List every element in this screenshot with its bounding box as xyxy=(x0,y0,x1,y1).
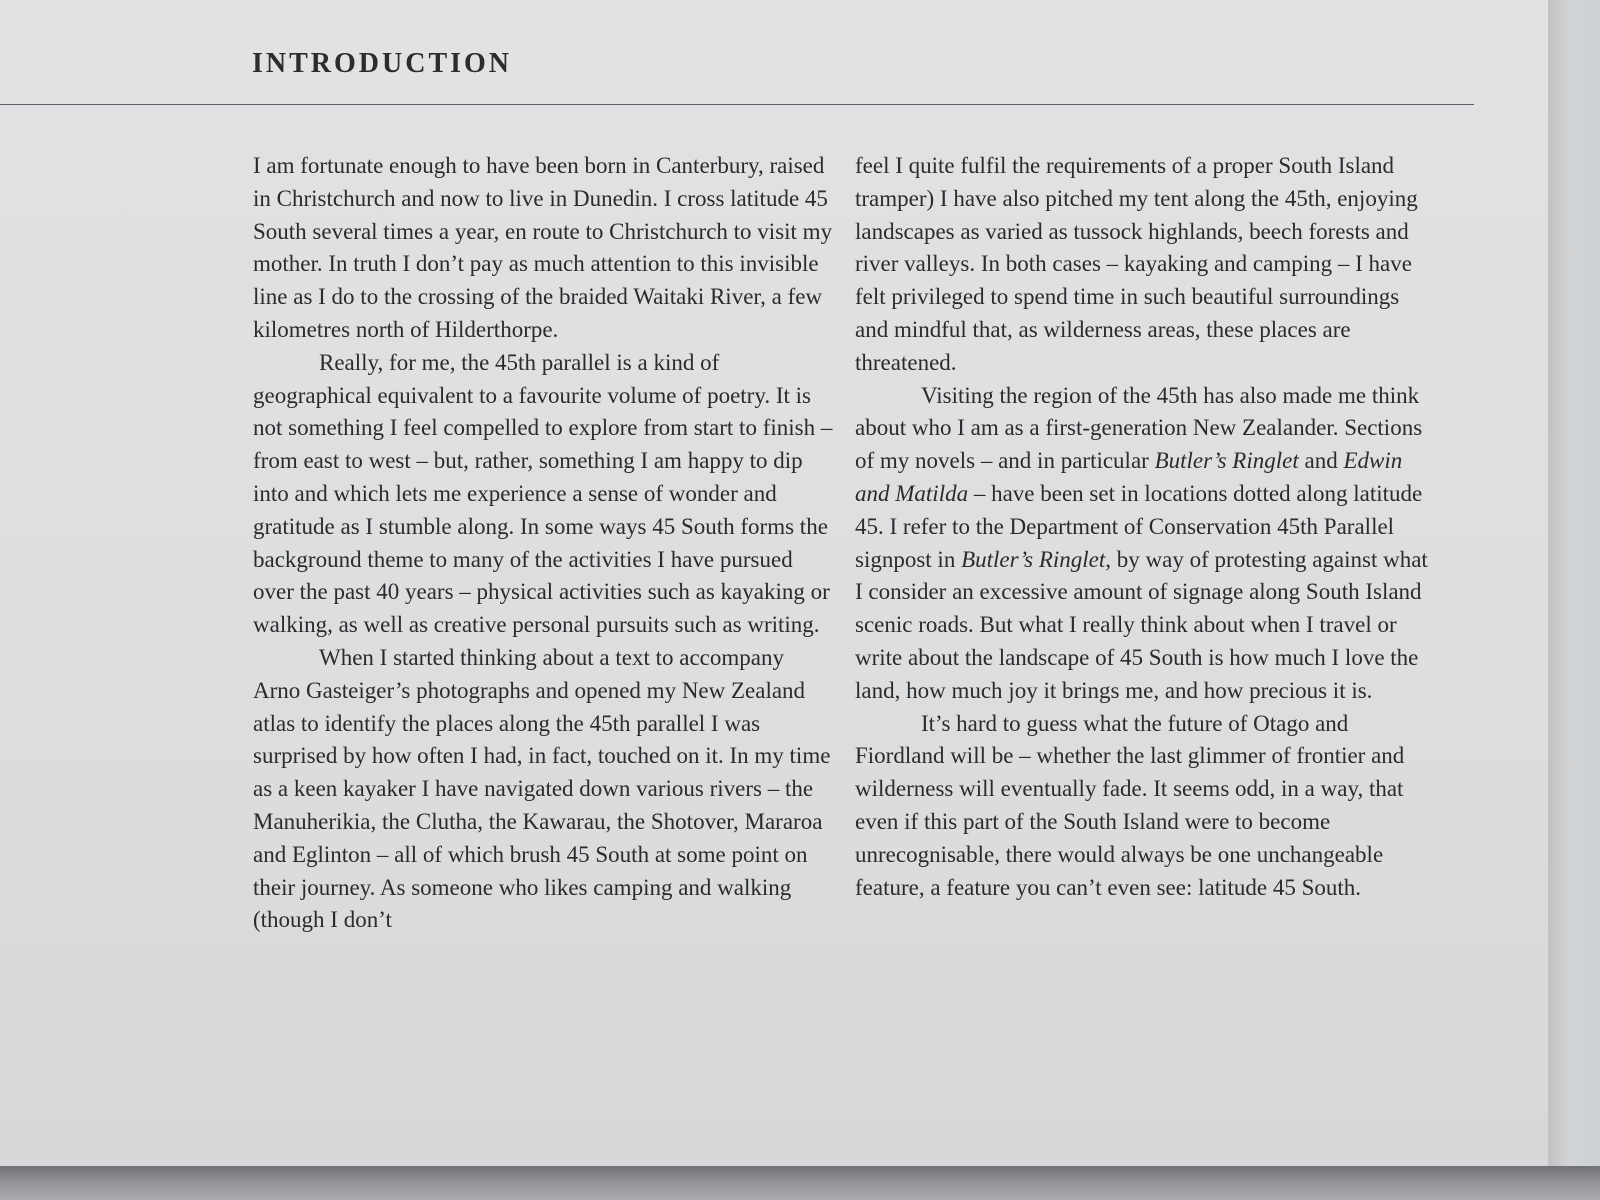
paragraph: I am fortunate enough to have been born in Canterbury, raised in Christchurch and now to live in Dunedin. I cross latitude 45 South several times a year, en route to Christchurch to visit my mother. In truth I don’t pay as much attention to this invisible line as I do to the crossing of the braided Waitaki River, a few kilometres north of Hilderthorpe. xyxy=(253,153,833,342)
section-title: INTRODUCTION xyxy=(252,48,513,79)
paragraph-text: – have been set in locations dotted along latitude 45. I refer to the Department of Conservation 45th Parallel signpost in xyxy=(855,480,1423,572)
page-edge xyxy=(1548,0,1600,1166)
page-shadow xyxy=(0,1166,1600,1200)
paragraph: When I started thinking about a text to accompany Arno Gasteiger’s photographs and opened my New Zealand atlas to identify the places along the 45th parallel I was surprised by how often I had, in fact, touched on it. In my time as a keen kayaker I have navigated down various rivers – the Manuherikia, the Clutha, the Kawarau, the Shotover, Mararoa and Eglinton – all of which brush 45 South at some point on their journey. As someone who likes camping and walking (though I don’t xyxy=(253,644,831,933)
header-rule xyxy=(0,104,1474,105)
paragraph-text: Visiting the region of the 45th has also made me think about who I am as a first-generation New Zealander. Sections of my novels – and in particular xyxy=(855,382,1423,474)
book-title: Edwin and Matilda xyxy=(855,448,1403,506)
paragraph-text: , by way of protesting against what I consider an excessive amount of signage along South Island scenic roads. But what I really think about when I travel or write about the landscape of 45 South is how much I love the land, how much joy it brings me, and how precious it is. xyxy=(855,546,1428,703)
text-column-left xyxy=(253,150,833,937)
book-title: Butler’s Ringlet xyxy=(961,546,1106,572)
paragraph: It’s hard to guess what the future of Otago and Fiordland will be – whether the last glimmer of frontier and wilderness will eventually fade. It seems odd, in a way, that even if this part of the South Island were to become unrecognisable, there would always be one unchangeable feature, a feature you can’t even see: latitude 45 South. xyxy=(855,710,1405,900)
paragraph xyxy=(855,380,1435,708)
book-title: Butler’s Ringlet xyxy=(1154,448,1299,474)
paragraph: Really, for me, the 45th parallel is a kind of geographical equivalent to a favourite volume of poetry. It is not something I feel compelled to explore from start to finish – from east to west – but, rather, something I am happy to dip into and which lets me experience a sense of wonder and gratitude as I stumble along. In some ways 45 South forms the background theme to many of the activities I have pursued over the past 40 years – physical activities such as kayaking or walking, as well as creative personal pursuits such as writing. xyxy=(253,349,833,638)
paragraph: feel I quite fulfil the requirements of a proper South Island tramper) I have also pitched my tent along the 45th, enjoying landscapes as varied as tussock highlands, beech forests and river valleys. In both cases – kayaking and camping – I have felt privileged to spend time in such beautiful surroundings and mindful that, as wilderness areas, these places are threatened. xyxy=(855,153,1418,375)
text-column-right xyxy=(855,150,1435,904)
paragraph-text: and xyxy=(1304,448,1338,474)
